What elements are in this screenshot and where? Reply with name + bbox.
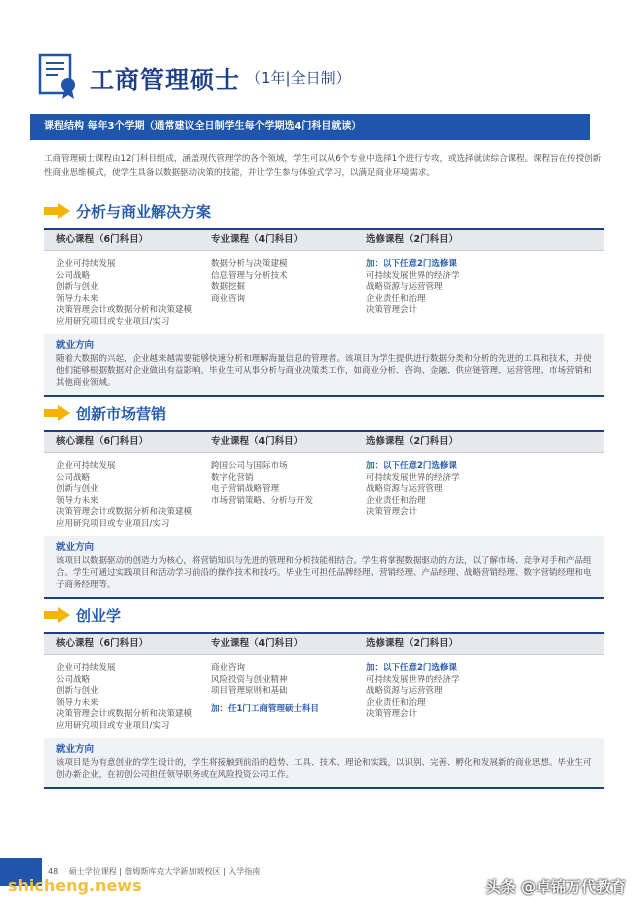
- elective-courses-header: 选修课程（2门科目）: [366, 638, 459, 649]
- elective-courses-list: [354, 461, 604, 530]
- course-table-body: [44, 655, 604, 732]
- intro-paragraph: 工商管理硕士课程由12门科目组成，涵盖现代管理学的各个领域，学生可以从6个专业中选择1个进行专攻，或选择就读综合课程。课程旨在传授创新性商业思维模式，使学生具备以数据驱动决策的技能，并让学生参与体验式学习，以满足商业环境需求。: [44, 154, 602, 178]
- course-table: [44, 430, 604, 530]
- list-item: 商业咨询: [211, 663, 246, 673]
- list-item: 可持续发展世界的经济学: [366, 472, 460, 483]
- core-courses-list: [44, 663, 199, 732]
- arrow-right-icon: [44, 607, 70, 623]
- list-item: 创新与创业: [56, 484, 99, 494]
- list-item: 决策管理会计或数据分析和决策建模: [56, 507, 193, 517]
- watermark-left: shicheng.news: [8, 876, 142, 895]
- list-item: 决策管理会计: [366, 305, 418, 315]
- section-analytics: [44, 200, 604, 397]
- course-table: [44, 632, 604, 732]
- list-item: 风险投资与创业精神: [211, 674, 288, 685]
- course-table: [44, 228, 604, 328]
- list-item: 公司战略: [56, 674, 91, 685]
- career-text: 该项目是为有意创业的学生设计的，学生将接触到前沿的趋势、工具、技术、理论和实践，以识别、完善、孵化和发展新的商业思想。毕业生可创办新企业，在初创公司担任领导职务或在风险投资公司工作。: [56, 758, 592, 780]
- course-table-body: [44, 453, 604, 530]
- list-item: 可持续发展世界的经济学: [366, 270, 460, 281]
- list-item: 公司战略: [56, 472, 91, 483]
- list-item: 企业责任和治理: [366, 495, 426, 506]
- arrow-right-icon: [44, 405, 70, 421]
- arrow-right-icon: [44, 203, 70, 219]
- list-item: 可持续发展世界的经济学: [366, 674, 460, 685]
- page-title: 工商管理硕士: [90, 65, 240, 94]
- list-item: 商业咨询: [211, 293, 246, 304]
- core-courses-header: 核心课程（6门科目）: [56, 234, 149, 245]
- career-text: 随着大数据的兴起，企业越来越需要能够快速分析和理解海量信息的管理者。该项目为学生提供进行数据分类和分析的先进的工具和技术，并使他们能够根据数据对企业做出有益影响。毕业生可从事分析与商业决策类工作，如商业分析、咨询、金融、供应链管理、运营管理、市场营销和其他商业领域。: [56, 354, 592, 388]
- section-title: 分析与商业解决方案: [76, 202, 212, 221]
- major-courses-header: 专业课程（4门科目）: [211, 638, 304, 649]
- list-item: 数字化营销: [211, 472, 254, 483]
- structure-bar: 课程结构 每年3个学期（通常建议全日制学生每个学期选4门科目就读）: [30, 114, 590, 140]
- watermark-right: 头条 @卓锦万代教育: [485, 878, 626, 896]
- elective-courses-header: 选修课程（2门科目）: [366, 234, 459, 245]
- elective-note: 加：以下任意2门选修课: [366, 663, 457, 673]
- major-courses-list: [199, 663, 354, 732]
- page-header: [38, 52, 351, 102]
- career-box: [44, 334, 604, 397]
- major-courses-list: [199, 259, 354, 328]
- list-item: 决策管理会计或数据分析和决策建模: [56, 709, 193, 719]
- elective-courses-list: [354, 663, 604, 732]
- section-title: 创业学: [76, 606, 122, 625]
- section-entrepreneurship: [44, 604, 604, 789]
- section-marketing: [44, 402, 604, 599]
- list-item: 创新与创业: [56, 686, 99, 696]
- section-heading: [44, 200, 604, 222]
- course-table-header: [44, 432, 604, 453]
- section-title: 创新市场营销: [76, 404, 167, 423]
- list-item: 企业责任和治理: [366, 293, 426, 304]
- list-item: 战略资源与运营管理: [366, 686, 443, 696]
- elective-courses-list: [354, 259, 604, 328]
- list-item: 企业责任和治理: [366, 697, 426, 708]
- list-item: 决策管理会计: [366, 709, 418, 719]
- list-item: 公司战略: [56, 270, 91, 281]
- major-courses-header: 专业课程（4门科目）: [211, 436, 304, 447]
- major-courses-list: [199, 461, 354, 530]
- list-item: 项目管理原则和基础: [211, 686, 288, 696]
- core-courses-list: [44, 259, 199, 328]
- core-courses-list: [44, 461, 199, 530]
- list-item: 领导力未来: [56, 495, 99, 506]
- list-item: 电子营销战略管理: [211, 484, 280, 494]
- list-item: 数据挖掘: [211, 282, 246, 292]
- list-item: 领导力未来: [56, 697, 99, 708]
- career-box: [44, 738, 604, 789]
- career-title: 就业方向: [56, 340, 95, 351]
- list-item: 应用研究项目或专业项目/实习: [56, 518, 170, 529]
- list-item: 企业可持续发展: [56, 663, 116, 673]
- course-table-body: [44, 251, 604, 328]
- list-item: 跨国公司与国际市场: [211, 461, 288, 471]
- list-item: 领导力未来: [56, 293, 99, 304]
- career-text: 该项目以数据驱动的创造力为核心，将营销知识与先进的管理和分析技能相结合。学生将掌握数据驱动的方法，以了解市场、竞争对手和产品组合。学生可通过实践项目和活动学习前沿的操作技术和技巧。毕业生可担任品牌经理、营销经理、产品经理、战略营销经理、数字营销经理和电子商务经理等。: [56, 556, 592, 590]
- page-number: 48: [48, 867, 59, 876]
- list-item: 战略资源与运营管理: [366, 484, 443, 494]
- core-courses-header: 核心课程（6门科目）: [56, 436, 149, 447]
- core-courses-header: 核心课程（6门科目）: [56, 638, 149, 649]
- course-table-header: [44, 230, 604, 251]
- list-item: 市场营销策略、分析与开发: [211, 495, 314, 506]
- career-box: [44, 536, 604, 599]
- list-item: 创新与创业: [56, 282, 99, 292]
- page-subtitle: （1年|全日制）: [246, 68, 351, 87]
- career-title: 就业方向: [56, 542, 95, 553]
- list-item: 信息管理与分析技术: [211, 270, 288, 281]
- list-item: 企业可持续发展: [56, 461, 116, 471]
- career-title: 就业方向: [56, 744, 95, 755]
- list-item: 应用研究项目或专业项目/实习: [56, 720, 170, 731]
- list-item: 企业可持续发展: [56, 259, 116, 269]
- course-table-header: [44, 634, 604, 655]
- major-note: 加：任1门工商管理硕士科目: [211, 703, 319, 714]
- elective-note: 加：以下任意2门选修课: [366, 461, 457, 471]
- list-item: 决策管理会计: [366, 507, 418, 517]
- section-heading: [44, 604, 604, 626]
- list-item: 数据分析与决策建模: [211, 259, 288, 269]
- section-heading: [44, 402, 604, 424]
- elective-courses-header: 选修课程（2门科目）: [366, 436, 459, 447]
- footer-caption: 硕士学位课程 | 詹姆斯库克大学新加坡校区 | 入学指南: [68, 867, 261, 876]
- list-item: 战略资源与运营管理: [366, 282, 443, 292]
- major-courses-header: 专业课程（4门科目）: [211, 234, 304, 245]
- list-item: 决策管理会计或数据分析和决策建模: [56, 305, 193, 315]
- list-item: 应用研究项目或专业项目/实习: [56, 316, 170, 327]
- elective-note: 加：以下任意2门选修课: [366, 259, 457, 269]
- certificate-icon: [38, 53, 78, 101]
